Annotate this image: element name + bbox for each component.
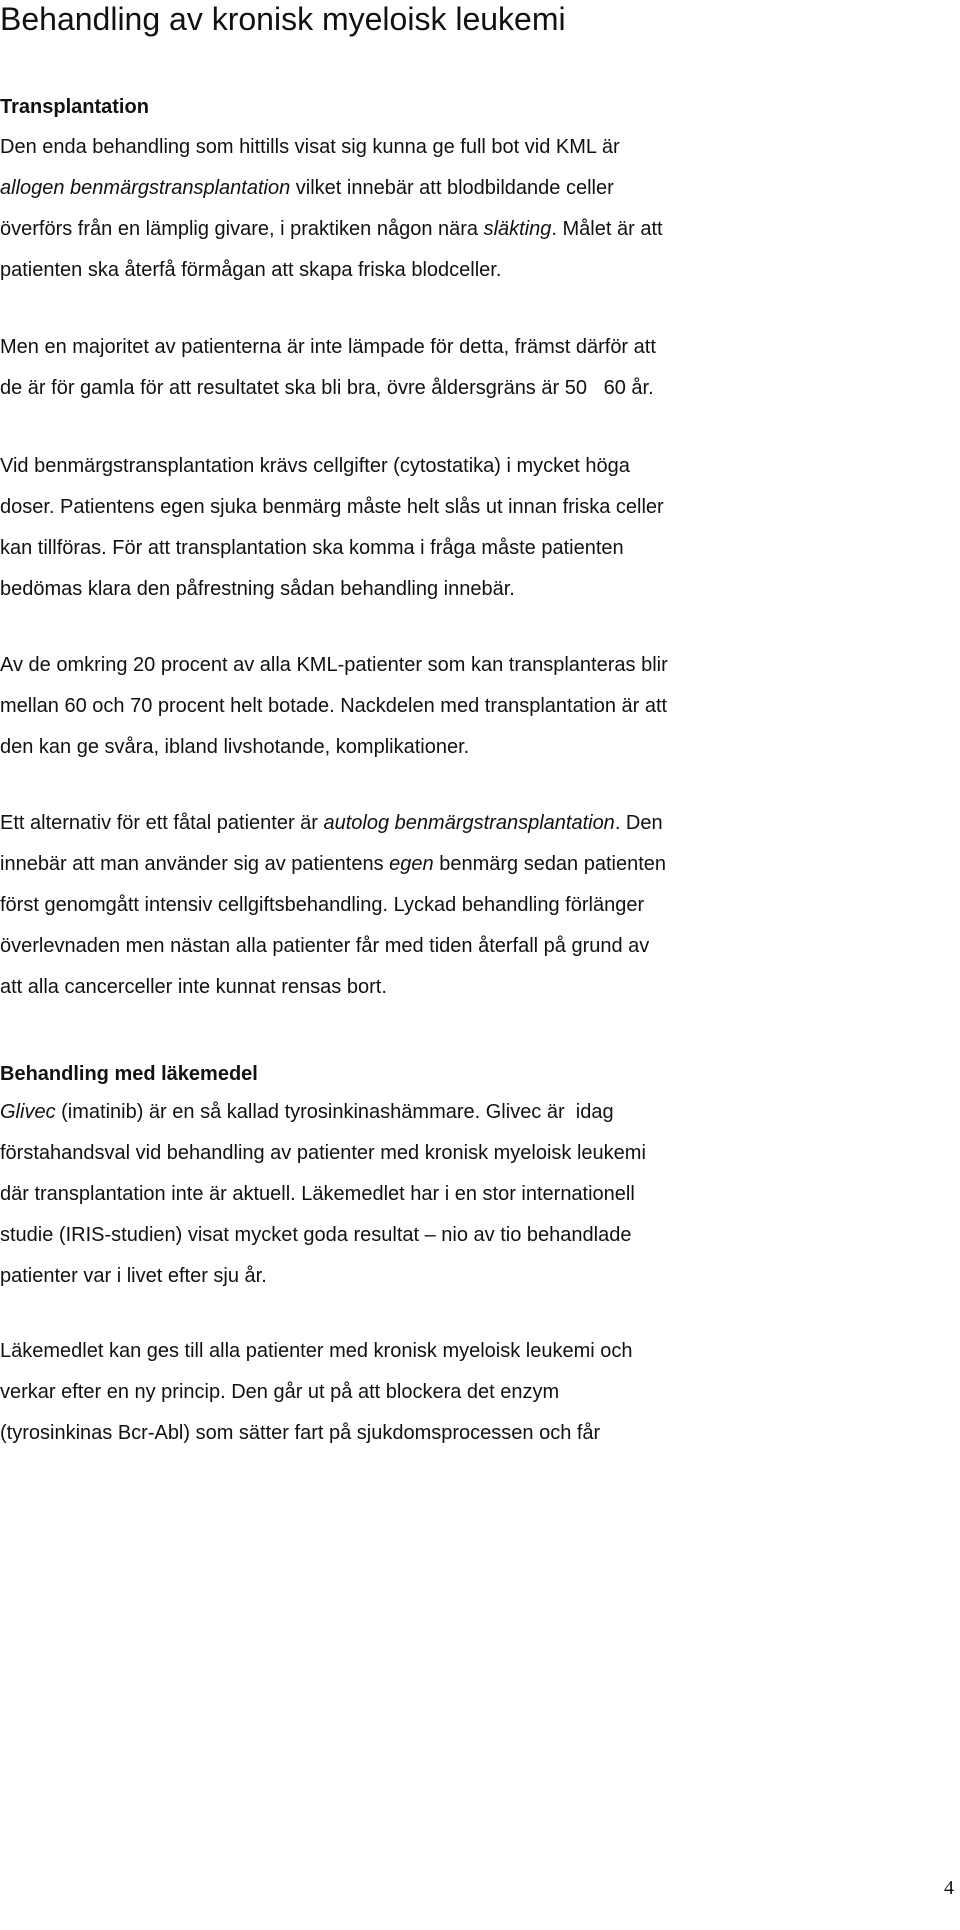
paragraph-line: Men en majoritet av patienterna är inte lämpade för detta, främst därför att [0,336,656,358]
italic-term: släkting [483,218,552,240]
paragraph-glivec [0,1092,646,1297]
text-run: överförs från en lämplig givare, i praktiken någon nära [0,218,484,240]
paragraph-line [0,844,666,885]
paragraph-line [0,127,663,168]
paragraph-line [0,1133,646,1174]
paragraph-line: Av de omkring 20 procent av alla KML-patienter som kan transplanteras blir [0,654,668,676]
section-heading-transplantation: Transplantation [0,96,149,118]
paragraph-line: den kan ge svåra, ibland livshotande, komplikationer. [0,736,470,758]
document-title: Behandling av kronisk myeloisk leukemi [0,1,566,37]
paragraph-line [0,1174,646,1215]
text-run: överlevnaden men nästan alla patienter får med tiden återfall på grund av [0,935,650,957]
paragraph-line [0,1256,646,1297]
italic-term: egen [389,853,434,875]
text-run: studie (IRIS-studien) visat mycket goda resultat – nio av tio behandlade [0,1224,632,1246]
paragraph-line [0,209,663,250]
paragraph-line [0,1092,646,1133]
page-number: 4 [944,1877,954,1899]
paragraph-transplantation-intro [0,127,663,291]
paragraph-line [0,168,663,209]
paragraph-line: mellan 60 och 70 procent helt botade. Nackdelen med transplantation är att [0,695,668,717]
text-run: Ett alternativ för ett fåtal patienter är [0,812,324,834]
paragraph-cytostatika [0,446,664,610]
paragraph-line: kan tillföras. För att transplantation ska komma i fråga måste patienten [0,537,624,559]
italic-term: allogen benmärgstransplantation [0,177,291,199]
paragraph-age-limit [0,327,656,409]
paragraph-line [0,250,663,291]
paragraph-line: Vid benmärgstransplantation krävs cellgifter (cytostatika) i mycket höga [0,455,630,477]
italic-term: Glivec [0,1101,56,1123]
text-run: Den enda behandling som hittills visat sig kunna ge full bot vid KML är [0,136,620,158]
paragraph-line: de är för gamla för att resultatet ska bli bra, övre åldersgräns är 50 60 år. [0,377,654,399]
text-run: först genomgått intensiv cellgiftsbehandling. Lyckad behandling förlänger [0,894,645,916]
paragraph-line [0,967,666,1008]
paragraph-line [0,803,666,844]
paragraph-line: doser. Patientens egen sjuka benmärg måste helt slås ut innan friska celler [0,496,664,518]
paragraph-line: bedömas klara den påfrestning sådan behandling innebär. [0,578,515,600]
text-run: förstahandsval vid behandling av patienter med kronisk myeloisk leukemi [0,1142,646,1164]
paragraph-mechanism [0,1331,633,1454]
text-run: patienter var i livet efter sju år. [0,1265,267,1287]
text-run: (imatinib) är en så kallad tyrosinkinashämmare. Glivec är idag [55,1101,614,1123]
paragraph-autolog [0,803,666,1008]
paragraph-line [0,885,666,926]
paragraph-line: (tyrosinkinas Bcr-Abl) som sätter fart på sjukdomsprocessen och får [0,1422,601,1444]
text-run: patienten ska återfå förmågan att skapa friska blodceller. [0,259,502,281]
text-run: vilket innebär att blodbildande celler [290,177,614,199]
paragraph-outcome [0,645,668,768]
text-run: innebär att man använder sig av patientens [0,853,390,875]
paragraph-line: verkar efter en ny princip. Den går ut på att blockera det enzym [0,1381,560,1403]
text-run: benmärg sedan patienten [433,853,667,875]
text-run: att alla cancerceller inte kunnat rensas bort. [0,976,387,998]
paragraph-line [0,1215,646,1256]
text-run: där transplantation inte är aktuell. Läkemedlet har i en stor internationell [0,1183,635,1205]
text-run: . Målet är att [551,218,663,240]
paragraph-line: Läkemedlet kan ges till alla patienter med kronisk myeloisk leukemi och [0,1340,633,1362]
italic-term: autolog benmärgstransplantation [323,812,615,834]
text-run: . Den [614,812,663,834]
paragraph-line [0,926,666,967]
section-heading-lakemedel: Behandling med läkemedel [0,1063,258,1085]
